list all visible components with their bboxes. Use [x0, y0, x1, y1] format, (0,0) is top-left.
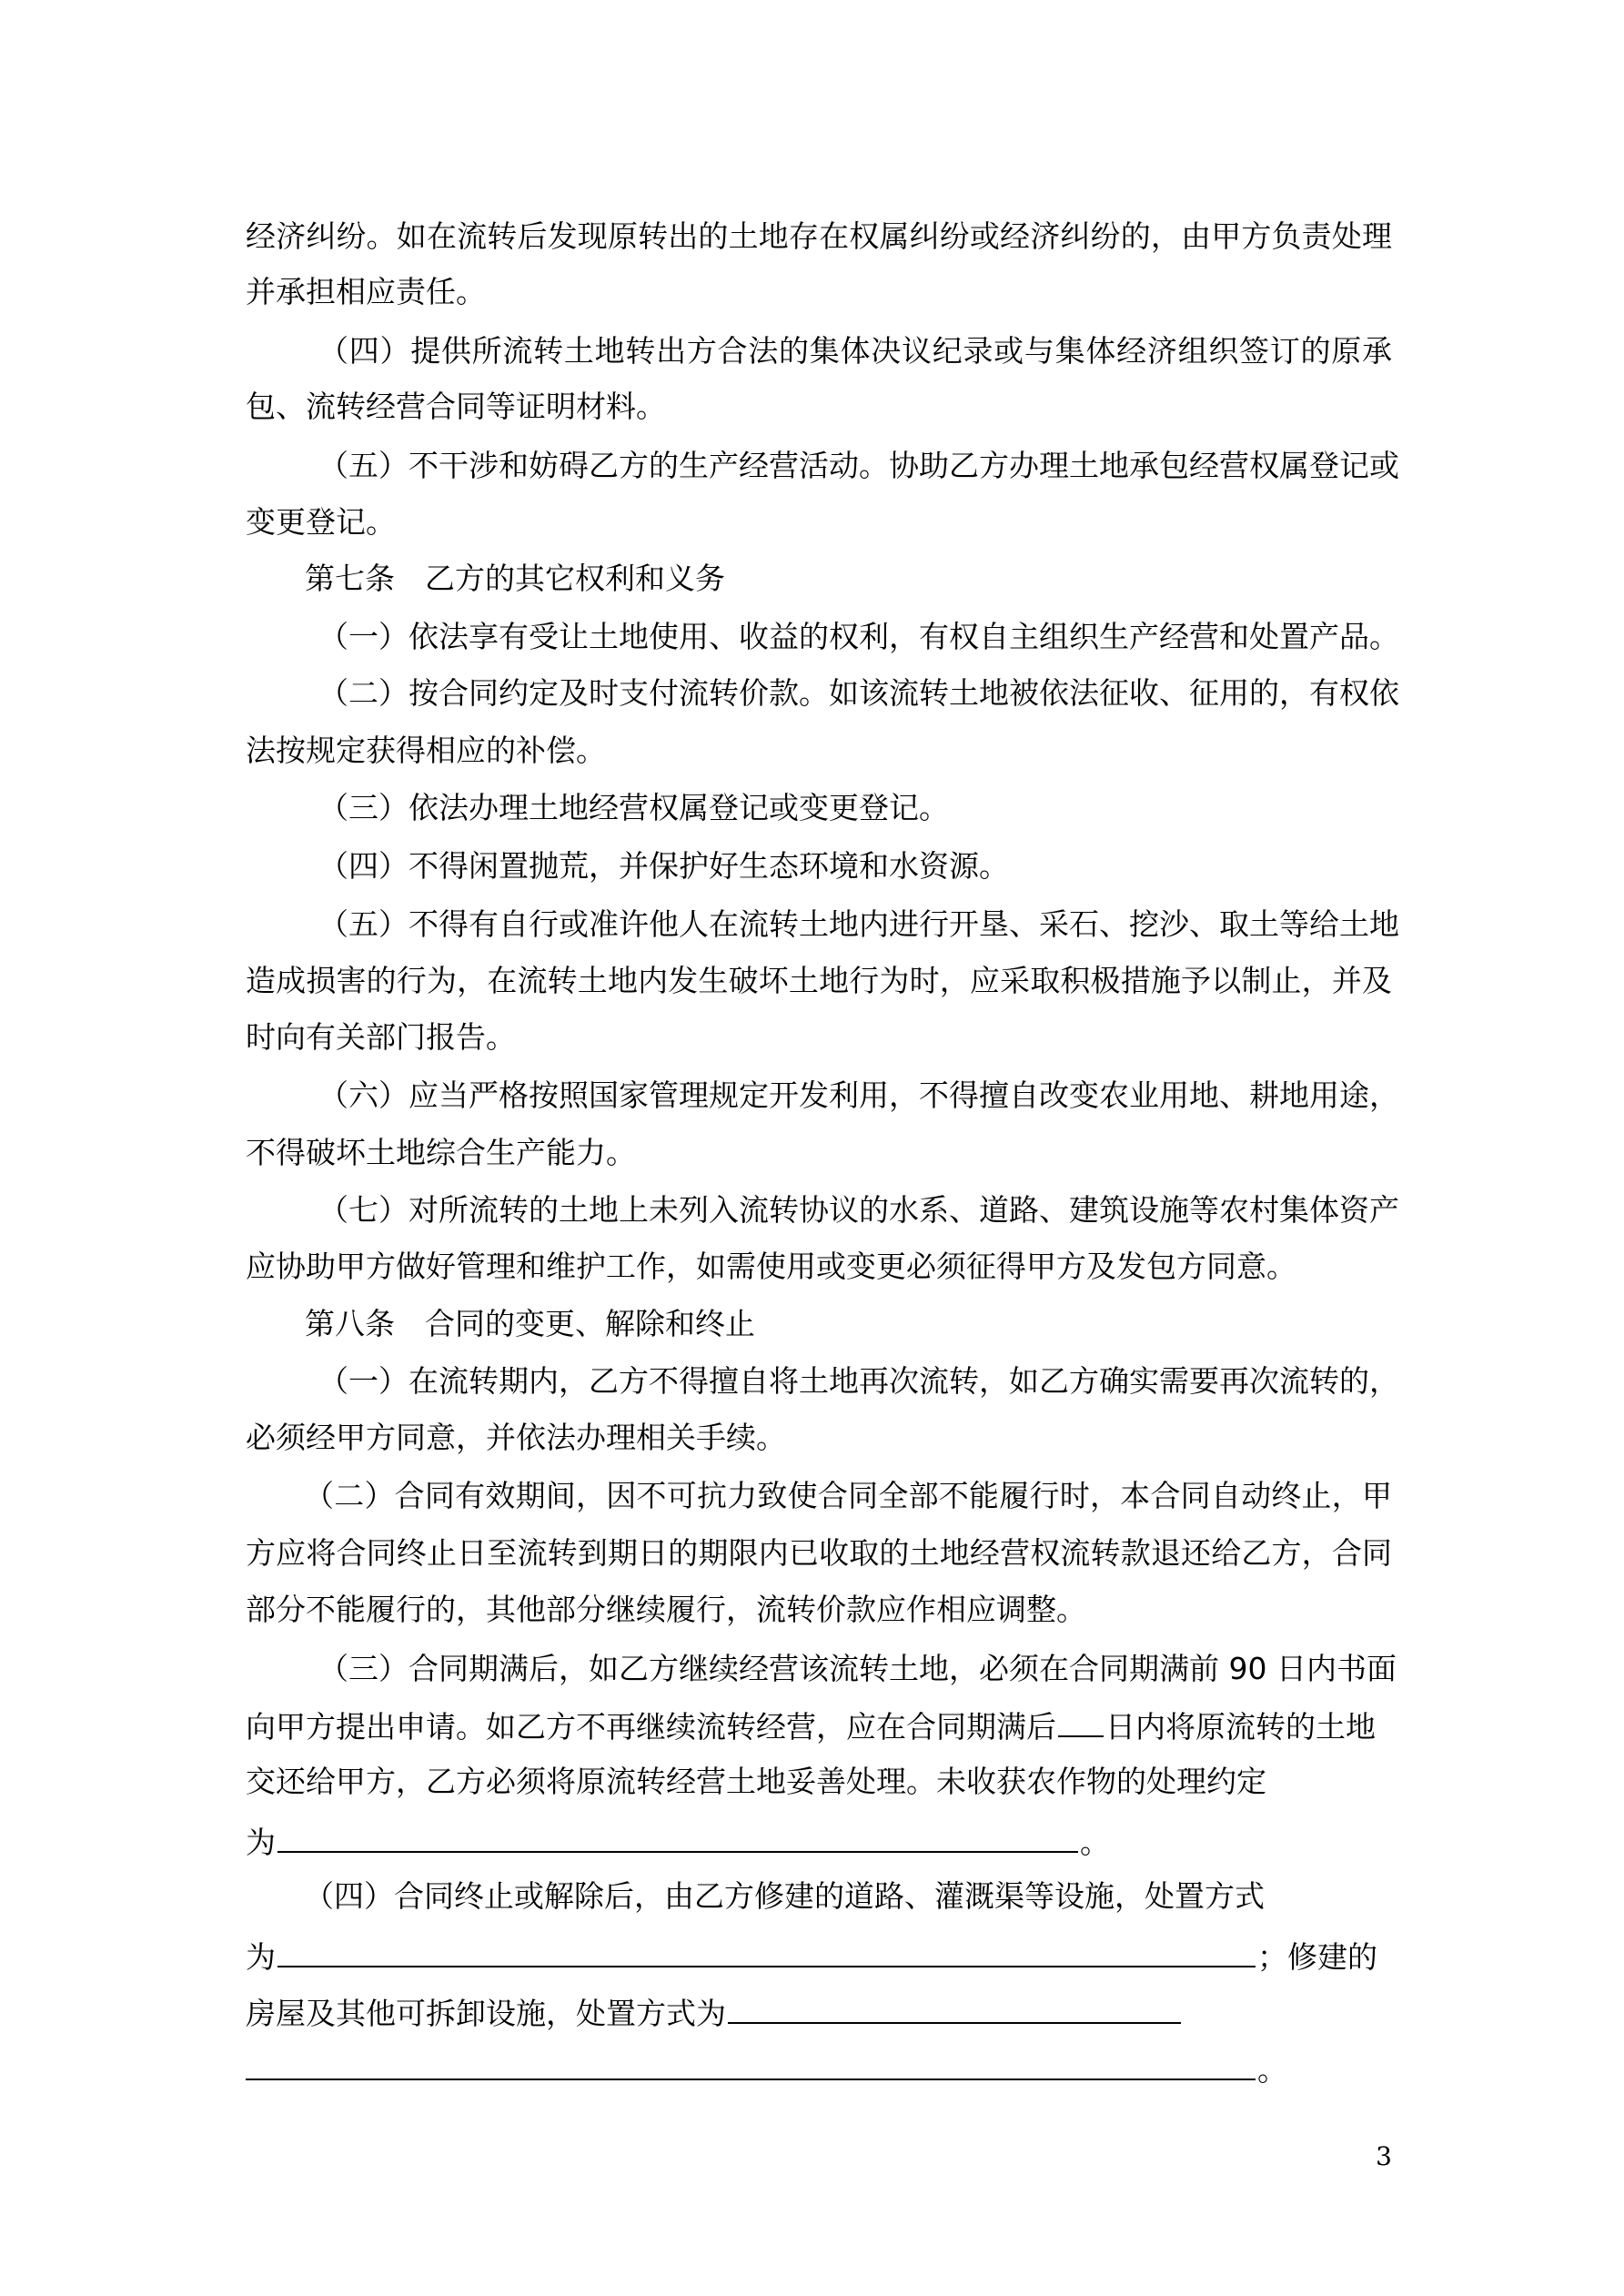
text-line: 经济纠纷。如在流转后发现原转出的土地存在权属纠纷或经济纠纷的，由甲方负责处理	[246, 218, 1392, 254]
article-heading: 第八条 合同的变更、解除和终止	[305, 1306, 755, 1341]
text-line: 方应将合同终止日至流转到期日的期限内已收取的土地经营权流转款退还给乙方，合同	[246, 1535, 1392, 1571]
text-line: 时向有关部门报告。	[246, 1019, 516, 1055]
text-line: 部分不能履行的，其他部分继续履行，流转价款应作相应调整。	[246, 1592, 1086, 1627]
text-segment: 向甲方提出申请。如乙方不再继续流转经营，应在合同期满后	[246, 1709, 1056, 1745]
text-line: （一）依法享有受让土地使用、收益的权利，有权自主组织生产经营和处置产品。	[318, 619, 1399, 654]
text-segment: 日内将原流转的土地	[1105, 1709, 1376, 1745]
fill-in-blank-facilities[interactable]	[277, 1935, 1256, 1967]
text-line: （五）不得有自行或准许他人在流转土地内进行开垦、采石、挖沙、取土等给土地	[318, 906, 1399, 942]
text-line: （五）不干涉和妨碍乙方的生产经营活动。协助乙方办理土地承包经营权属登记或	[318, 448, 1399, 483]
text-line: （二）按合同约定及时支付流转价款。如该流转土地被依法征收、征用的，有权依	[318, 675, 1399, 711]
text-line-with-blank	[246, 1935, 1392, 1975]
text-segment: 房屋及其他可拆卸设施，处置方式为	[246, 1996, 726, 2031]
text-line: （四）合同终止或解除后，由乙方修建的道路、灌溉渠等设施，处置方式	[304, 1878, 1265, 1914]
text-line: 不得破坏土地综合生产能力。	[246, 1135, 636, 1170]
text-segment: 。	[1080, 1825, 1110, 1860]
text-line: 交还给甲方，乙方必须将原流转经营土地妥善处理。未收获农作物的处理约定	[246, 1764, 1266, 1799]
text-line: （三）依法办理土地经营权属登记或变更登记。	[318, 790, 949, 825]
text-line: 法按规定获得相应的补偿。	[246, 733, 606, 768]
text-segment: 为	[246, 1939, 276, 1975]
fill-in-blank-days[interactable]	[1058, 1704, 1104, 1737]
article-heading: 第七条 乙方的其它权利和义务	[305, 561, 725, 596]
fill-in-blank-crops[interactable]	[277, 1820, 1078, 1853]
text-line: （三）合同期满后，如乙方继续经营该流转土地，必须在合同期满前 90 日内书面	[318, 1651, 1397, 1686]
text-segment: ；修建的	[1257, 1939, 1377, 1975]
fill-in-blank-buildings[interactable]	[728, 1991, 1181, 2024]
fill-in-blank-buildings-cont[interactable]	[246, 2048, 1256, 2080]
text-line: 变更登记。	[246, 504, 396, 540]
text-segment: 。	[1257, 2052, 1287, 2088]
text-line: 应协助甲方做好管理和维护工作，如需使用或变更必须征得甲方及发包方同意。	[246, 1249, 1296, 1284]
text-line: （一）在流转期内，乙方不得擅自将土地再次流转，如乙方确实需要再次流转的，	[318, 1363, 1399, 1399]
text-line: （二）合同有效期间，因不可抗力致使合同全部不能履行时，本合同自动终止，甲	[304, 1478, 1392, 1513]
text-segment: 为	[246, 1825, 276, 1860]
page-number: 3	[1376, 2141, 1392, 2171]
text-line-with-blank	[246, 1991, 1392, 2031]
text-line: （四）不得闲置抛荒，并保护好生态环境和水资源。	[318, 848, 1009, 884]
text-line: 包、流转经营合同等证明材料。	[246, 389, 666, 424]
text-line: 造成损害的行为，在流转土地内发生破坏土地行为时，应采取积极措施予以制止，并及	[246, 963, 1392, 998]
text-line: （七）对所流转的土地上未列入流转协议的水系、道路、建筑设施等农村集体资产	[318, 1192, 1399, 1228]
text-line: 并承担相应责任。	[246, 274, 486, 309]
text-line-with-blank	[246, 1820, 1392, 1860]
text-line: （六）应当严格按照国家管理规定开发利用，不得擅自改变农业用地、耕地用途，	[318, 1077, 1399, 1113]
text-line: （四）提供所流转土地转出方合法的集体决议纪录或与集体经济组织签订的原承	[318, 333, 1392, 369]
text-line-with-blank	[246, 1704, 1392, 1745]
text-line-with-blank	[246, 2048, 1392, 2088]
text-line: 必须经甲方同意，并依法办理相关手续。	[246, 1420, 786, 1455]
